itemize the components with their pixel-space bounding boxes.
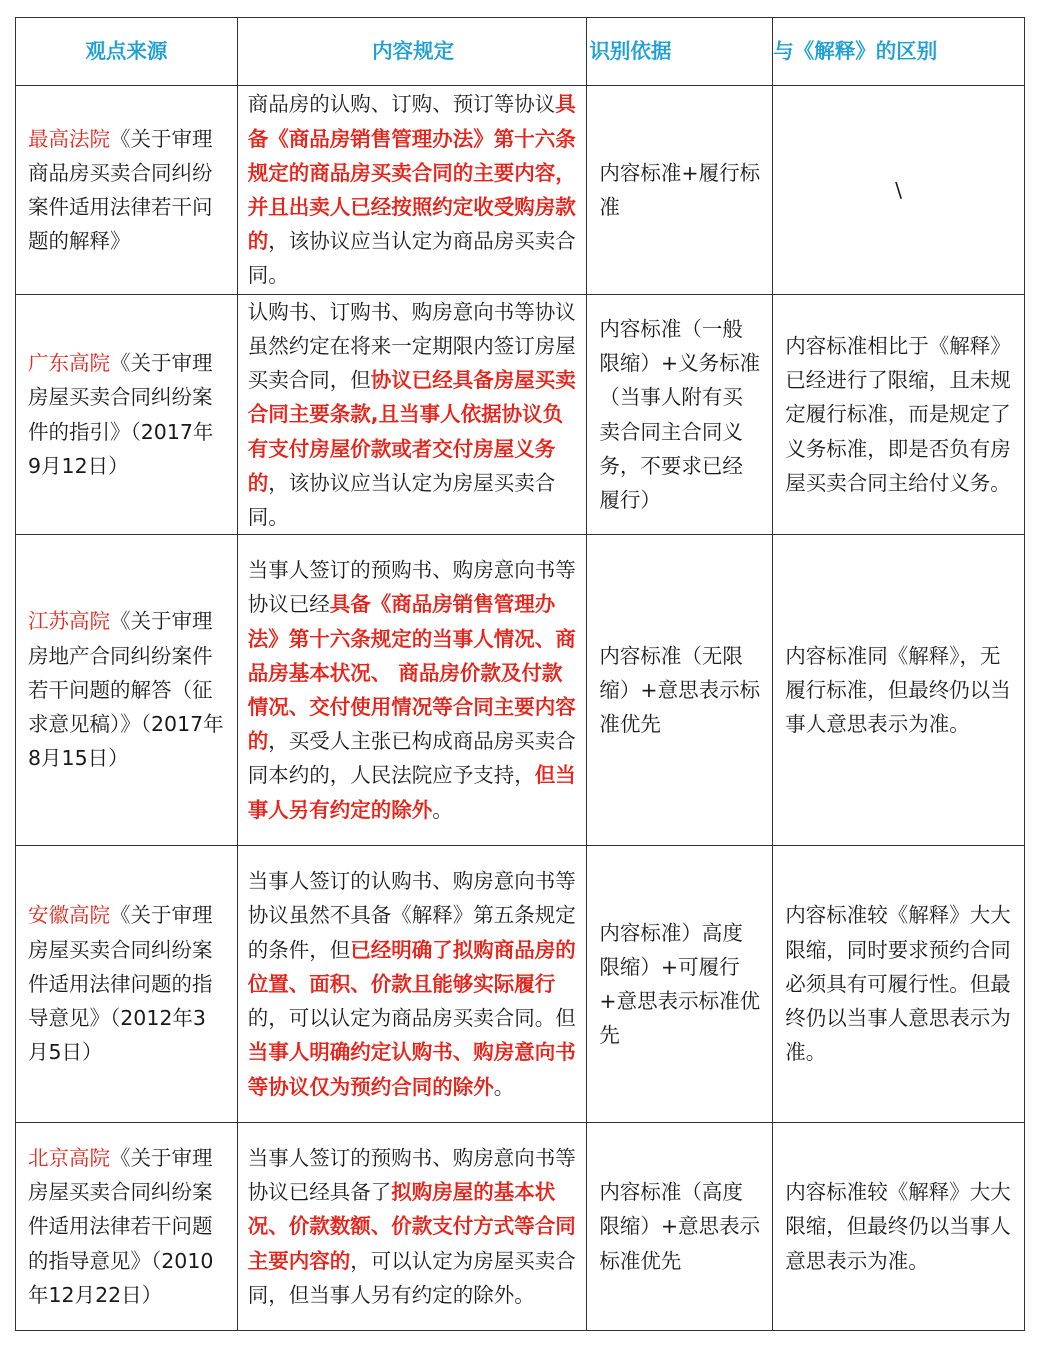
clause-text: 当事人签订的认购书、购房意向书等协议虽然不具备《解释》第五条规定的条件，但 bbox=[247, 869, 576, 962]
table-row bbox=[15, 86, 1025, 295]
clause-text: ，可以认定为房屋买卖合同，但当事人另有约定的除外。 bbox=[247, 1248, 576, 1307]
basis-cell: 内容标准（高度限缩）+意思表示标准优先 bbox=[587, 1123, 773, 1331]
clause-text: 当事人签订的预购书、购房意向书等协议已经具备了 bbox=[247, 1145, 576, 1205]
source-cell bbox=[16, 1123, 238, 1331]
clause-text: ，该协议应当认定为商品房买卖合同。 bbox=[247, 229, 576, 288]
source-cell bbox=[16, 86, 238, 295]
highlighted-clause: 但当事人另有约定的除外 bbox=[247, 763, 576, 822]
source-cell bbox=[16, 295, 238, 535]
highlighted-clause: 拟购房屋的基本状况、价款数额、价款支付方式等合同主要内容的 bbox=[247, 1180, 576, 1273]
source-document: 《关于审理房屋买卖合同纠纷案件适用法律若干问题的指导意见》（2010年12月22日） bbox=[28, 1145, 214, 1307]
header-basis: 识别依据 bbox=[587, 18, 773, 86]
source-cell bbox=[16, 535, 238, 846]
source-document: 《关于审理房屋买卖合同纠纷案件的指引》（2017年9月12日） bbox=[28, 351, 214, 478]
difference-cell: 内容标准同《解释》，无履行标准，但最终仍以当事人意思表示为准。 bbox=[773, 535, 1025, 846]
difference-cell: 内容标准较《解释》大大限缩，同时要求预约合同必须具有可履行性。但最终仍以当事人意思表示为准。 bbox=[773, 846, 1025, 1123]
source-court: 最高法院 bbox=[28, 126, 110, 151]
table-row bbox=[15, 295, 1025, 535]
content-cell bbox=[238, 1123, 588, 1331]
comparison-table bbox=[15, 17, 1025, 1331]
clause-text: 。 bbox=[493, 1074, 515, 1099]
content-text bbox=[248, 864, 579, 1103]
source-document: 《关于审理房地产合同纠纷案件若干问题的解答（征求意见稿）》（2017年8月15日） bbox=[28, 609, 224, 771]
source-cell bbox=[16, 846, 238, 1123]
content-text bbox=[248, 553, 579, 827]
difference-cell: \ bbox=[773, 86, 1025, 295]
clause-text: ，买受人主张已构成商品房买卖合同本约的，人民法院应予支持， bbox=[247, 729, 576, 788]
source-court: 广东高院 bbox=[28, 351, 110, 376]
clause-text: 的，可以认定为商品房买卖合同。但 bbox=[247, 1006, 576, 1031]
content-cell bbox=[238, 846, 588, 1123]
header-difference: 与《解释》的区别 bbox=[773, 18, 1025, 86]
clause-text: 当事人签订的预购书、购房意向书等协议已经 bbox=[247, 558, 576, 617]
source-document: 《关于审理房屋买卖合同纠纷案件适用法律问题的指导意见》（2012年3月5日） bbox=[28, 903, 213, 1065]
header-source: 观点来源 bbox=[16, 18, 238, 86]
clause-text: 商品房的认购、订购、预订等协议 bbox=[247, 92, 556, 117]
content-cell bbox=[238, 295, 588, 535]
source-court: 安徽高院 bbox=[28, 903, 110, 928]
table-row bbox=[15, 846, 1025, 1123]
content-text bbox=[248, 1141, 579, 1312]
basis-cell: 内容标准）高度限缩）+可履行+意思表示标准优先 bbox=[587, 846, 773, 1123]
content-text bbox=[248, 87, 579, 292]
clause-text: 认购书、订购书、购房意向书等协议虽然约定在将来一定期限内签订房屋买卖合同，但 bbox=[247, 299, 576, 393]
table-header-row bbox=[15, 17, 1025, 86]
highlighted-clause: 具备《商品房销售管理办法》第十六条规定的商品房买卖合同的主要内容，并且出卖人已经按照约定收受购房款的 bbox=[247, 92, 576, 254]
difference-cell: 内容标准相比于《解释》已经进行了限缩，且未规定履行标准，而是规定了义务标准，即是否负有房屋买卖合同主给付义务。 bbox=[773, 295, 1025, 535]
content-text bbox=[248, 295, 579, 534]
basis-cell: 内容标准（无限缩）+意思表示标准优先 bbox=[587, 535, 773, 846]
content-cell bbox=[238, 86, 588, 295]
highlighted-clause: 协议已经具备房屋买卖合同主要条款,且当事人依据协议负有支付房屋价款或者交付房屋义务的 bbox=[247, 368, 576, 495]
clause-text: ，该协议应当认定为房屋买卖合同。 bbox=[247, 470, 556, 530]
table-row bbox=[15, 1123, 1025, 1331]
highlighted-clause: 具备《商品房销售管理办法》第十六条规定的当事人情况、商品房基本状况、 商品房价款及付款情况、交付使用情况等合同主要内容的 bbox=[247, 592, 576, 754]
source-court: 北京高院 bbox=[28, 1145, 110, 1170]
basis-cell: 内容标准（一般限缩）+义务标准（当事人附有买卖合同主合同义务，不要求已经履行） bbox=[587, 295, 773, 535]
highlighted-clause: 已经明确了拟购商品房的位置、面积、价款且能够实际履行 bbox=[247, 937, 576, 996]
clause-text: 。 bbox=[432, 797, 453, 822]
table-row bbox=[15, 535, 1025, 846]
source-court: 江苏高院 bbox=[28, 609, 110, 634]
basis-cell: 内容标准+履行标准 bbox=[587, 86, 773, 295]
highlighted-clause: 当事人明确约定认购书、购房意向书等协议仅为预约合同的除外 bbox=[247, 1040, 576, 1099]
difference-cell: 内容标准较《解释》大大限缩，但最终仍以当事人意思表示为准。 bbox=[773, 1123, 1025, 1331]
header-content: 内容规定 bbox=[238, 18, 588, 86]
content-cell bbox=[238, 535, 588, 846]
source-document: 《关于审理商品房买卖合同纠纷案件适用法律若干问题的解释》 bbox=[28, 126, 213, 254]
